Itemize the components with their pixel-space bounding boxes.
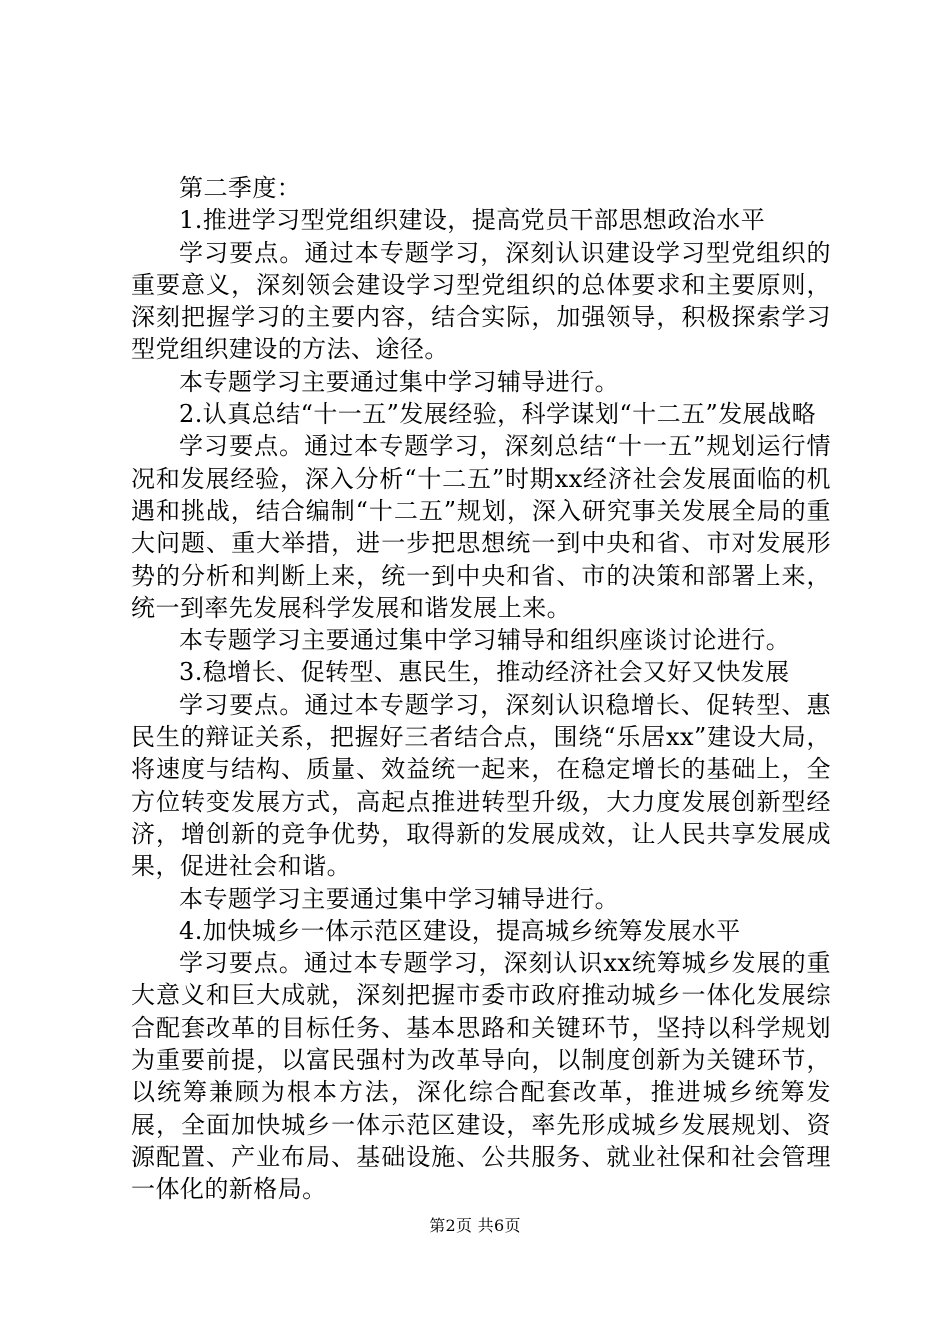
topic-title-2: 2.认真总结“十一五”发展经验，科学谋划“十二五”发展战略	[179, 400, 817, 429]
topic-2-key-points: 学习要点。通过本专题学习，深刻总结“十一五”规划运行情况和发展经验，深入分析“十二五”时期xx经济社会发展面临的机遇和挑战，结合编制“十二五”规划，深入研究事关发展全局的重大问题、重大举措，进一步把思想统一到中央和省、市对发展形势的分析和判断上来，统一到中央和省、市的决策和部署上来，统一到率先发展科学发展和谐发展上来。	[131, 432, 831, 622]
document-body	[131, 172, 831, 1206]
topic-3-method: 本专题学习主要通过集中学习辅导进行。	[179, 884, 620, 913]
page-number: 第2页 共6页	[429, 1216, 521, 1235]
topic-1-method: 本专题学习主要通过集中学习辅导进行。	[179, 367, 620, 396]
topic-title-4: 4.加快城乡一体示范区建设，提高城乡统筹发展水平	[179, 916, 741, 945]
section-heading-q2: 第二季度：	[179, 174, 302, 202]
topic-3-key-points: 学习要点。通过本专题学习，深刻认识稳增长、促转型、惠民生的辩证关系，把握好三者结合点，围绕“乐居xx”建设大局，将速度与结构、质量、效益统一起来，在稳定增长的基础上，全方位转变发展方式，高起点推进转型升级，大力度发展创新型经济，增创新的竞争优势，取得新的发展成效，让人民共享发展成果，促进社会和谐。	[131, 690, 831, 881]
page-footer	[0, 1216, 950, 1236]
topic-1-key-points: 学习要点。通过本专题学习，深刻认识建设学习型党组织的重要意义，深刻领会建设学习型党组织的总体要求和主要原则，深刻把握学习的主要内容，结合实际，加强领导，积极探索学习型党组织建设的方法、途径。	[131, 238, 831, 364]
topic-title-3: 3.稳增长、促转型、惠民生，推动经济社会又好又快发展	[179, 658, 790, 687]
topic-2-method: 本专题学习主要通过集中学习辅导和组织座谈讨论进行。	[179, 626, 791, 655]
topic-title-1: 1.推进学习型党组织建设，提高党员干部思想政治水平	[179, 206, 766, 235]
topic-4-key-points: 学习要点。通过本专题学习，深刻认识xx统筹城乡发展的重大意义和巨大成就，深刻把握市委市政府推动城乡一体化发展综合配套改革的目标任务、基本思路和关键环节，坚持以科学规划为重要前提，以富民强村为改革导向，以制度创新为关键环节，以统筹兼顾为根本方法，深化综合配套改革，推进城乡统筹发展，全面加快城乡一体示范区建设，率先形成城乡发展规划、资源配置、产业布局、基础设施、公共服务、就业社保和社会管理一体化的新格局。	[131, 949, 831, 1204]
